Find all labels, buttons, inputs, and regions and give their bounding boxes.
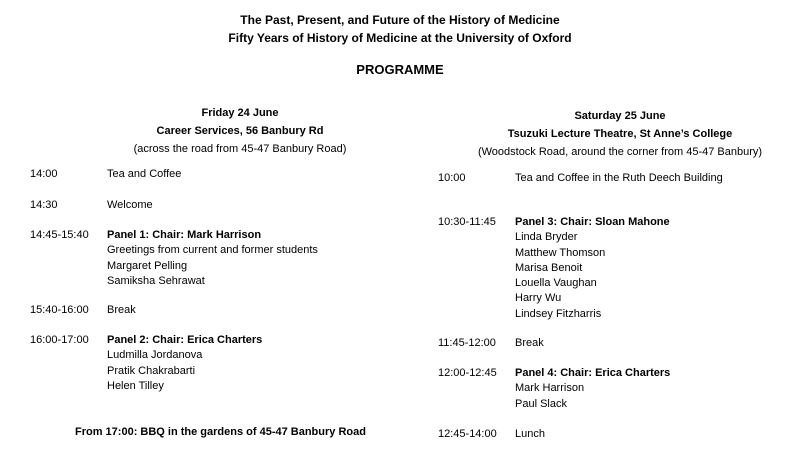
friday-item-time: 14:00 — [30, 168, 58, 180]
programme-heading: PROGRAMME — [356, 62, 444, 77]
panel-speaker: Greetings from current and former students — [107, 244, 318, 257]
friday-item-time: 15:40-16:00 — [30, 304, 89, 316]
friday-venue: Career Services, 56 Banbury Rd — [156, 125, 324, 137]
friday-item-time: 16:00-17:00 — [30, 334, 89, 346]
saturday-item-time: 10:30-11:45 — [438, 216, 496, 228]
saturday-date: Saturday 25 June — [574, 110, 666, 122]
friday-directions: (across the road from 45-47 Banbury Road) — [133, 143, 347, 155]
saturday-item-text: Lunch — [515, 428, 545, 440]
panel-speaker: Harry Wu — [515, 292, 562, 305]
saturday-item-time: 12:00-12:45 — [438, 367, 497, 379]
saturday-directions: (Woodstock Road, around the corner from 45-47 Banbury) — [477, 146, 763, 158]
friday-item-text: Welcome — [107, 199, 153, 211]
panel-speaker: Marisa Benoit — [515, 261, 583, 274]
page-title: The Past, Present, and Future of the History of Medicine — [240, 13, 560, 27]
friday-panel-2 — [107, 333, 262, 394]
saturday-venue: Tsuzuki Lecture Theatre, St Anne’s College — [507, 128, 733, 140]
friday-item-time: 14:45-15:40 — [30, 229, 89, 241]
friday-header — [60, 104, 420, 158]
panel-speaker: Ludmilla Jordanova — [107, 349, 203, 362]
panel-heading: Panel 2: Chair: Erica Charters — [107, 334, 263, 346]
panel-heading: Panel 1: Chair: Mark Harrison — [107, 229, 262, 241]
friday-panel-1 — [107, 228, 318, 289]
panel-heading: Panel 3: Chair: Sloan Mahone — [515, 216, 670, 228]
saturday-panel-3 — [515, 215, 670, 322]
friday-item-text: Tea and Coffee — [107, 168, 182, 180]
saturday-item-time: 10:00 — [438, 172, 466, 184]
saturday-item-time: 12:45-14:00 — [438, 428, 497, 440]
panel-speaker: Pratik Chakrabarti — [107, 364, 196, 377]
friday-item-time: 14:30 — [30, 199, 58, 211]
saturday-item-text: Break — [515, 337, 544, 349]
saturday-header — [440, 107, 800, 161]
saturday-item-text: Tea and Coffee in the Ruth Deech Building — [515, 172, 723, 184]
panel-heading: Panel 4: Chair: Erica Charters — [515, 367, 671, 379]
panel-speaker: Matthew Thomson — [515, 246, 606, 259]
panel-speaker: Louella Vaughan — [515, 277, 597, 290]
panel-speaker: Mark Harrison — [515, 382, 585, 395]
panel-speaker: Lindsey Fitzharris — [515, 307, 602, 320]
friday-date: Friday 24 June — [201, 107, 279, 119]
panel-speaker: Linda Bryder — [515, 231, 578, 244]
panel-speaker: Margaret Pelling — [107, 259, 188, 272]
page-subtitle: Fifty Years of History of Medicine at the University of Oxford — [228, 31, 572, 45]
saturday-item-time: 11:45-12:00 — [438, 337, 496, 349]
friday-evening-bbq: From 17:00: BBQ in the gardens of 45-47 Banbury Road — [75, 426, 366, 438]
saturday-panel-4 — [515, 366, 670, 412]
friday-item-text: Break — [107, 304, 136, 316]
panel-speaker: Paul Slack — [515, 397, 567, 410]
panel-speaker: Helen Tilley — [107, 379, 164, 392]
panel-speaker: Samiksha Sehrawat — [107, 274, 205, 287]
